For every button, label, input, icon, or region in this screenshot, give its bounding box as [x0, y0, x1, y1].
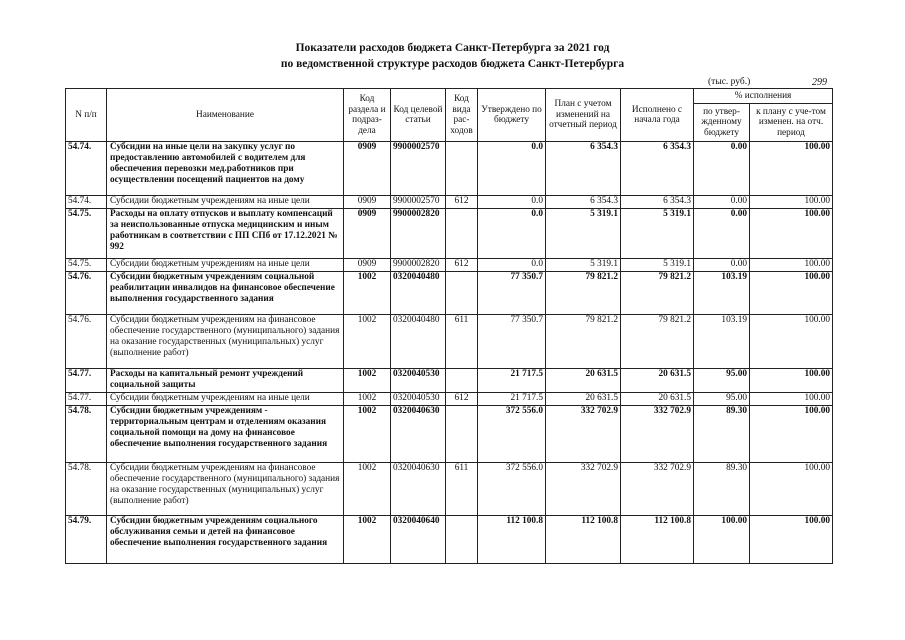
row-pct-approved: 103.19: [694, 315, 750, 369]
row-pct-plan: 100.00: [750, 259, 833, 272]
row-target-code: 9900002570: [391, 142, 446, 196]
header-pct-plan: к плану с уче-том изменен. на отч. период: [750, 104, 833, 142]
row-type-code: 612: [446, 259, 478, 272]
row-type-code: 612: [446, 196, 478, 209]
row-pct-approved: 100.00: [694, 516, 750, 564]
header-section-code: Код раздела и подраз-дела: [344, 89, 391, 142]
row-plan: 112 100.8: [546, 516, 621, 564]
row-pct-plan: 100.00: [750, 516, 833, 564]
row-pct-plan: 100.00: [750, 369, 833, 393]
row-approved: 21 717.5: [478, 393, 546, 406]
row-number: 54.76.: [66, 272, 107, 315]
header-approved: Утверждено по бюджету: [478, 89, 546, 142]
row-target-code: 9900002570: [391, 196, 446, 209]
row-target-code: 0320040640: [391, 516, 446, 564]
report-title-line-2: по ведомственной структуре расходов бюджета Санкт-Петербурга: [280, 58, 625, 70]
row-type-code: 612: [446, 393, 478, 406]
header-plan: План с учетом изменений на отчетный период: [546, 89, 621, 142]
row-type-code: [446, 209, 478, 259]
expenditure-table: [65, 88, 833, 564]
table-row: [66, 315, 833, 369]
row-name: Субсидии бюджетным учреждениям на иные цели: [107, 259, 344, 272]
row-pct-approved: 89.30: [694, 463, 750, 516]
header-name: Наименование: [107, 89, 344, 142]
row-pct-approved: 0.00: [694, 142, 750, 196]
row-pct-plan: 100.00: [750, 142, 833, 196]
row-pct-plan: 100.00: [750, 315, 833, 369]
header-executed: Исполнено с начала года: [621, 89, 694, 142]
row-number: 54.75.: [66, 259, 107, 272]
row-type-code: [446, 369, 478, 393]
row-section-code: 1002: [344, 272, 391, 315]
table-row: [66, 272, 833, 315]
table-row: [66, 463, 833, 516]
row-plan: 6 354.3: [546, 142, 621, 196]
row-section-code: 1002: [344, 463, 391, 516]
row-target-code: 9900002820: [391, 209, 446, 259]
row-approved: 77 350.7: [478, 272, 546, 315]
row-plan: 79 821.2: [546, 272, 621, 315]
row-plan: 20 631.5: [546, 369, 621, 393]
table-row: [66, 406, 833, 463]
row-executed: 6 354.3: [621, 142, 694, 196]
table-row: [66, 369, 833, 393]
row-approved: 372 556.0: [478, 463, 546, 516]
row-pct-approved: 95.00: [694, 393, 750, 406]
row-pct-approved: 89.30: [694, 406, 750, 463]
row-name: Субсидии бюджетным учреждениям - территориальным центрам и отделениям оказания социальной помощи на дому на финансовое обеспечение выполнения государственного задания: [107, 406, 344, 463]
row-pct-plan: 100.00: [750, 463, 833, 516]
table-row: [66, 516, 833, 564]
row-approved: 0.0: [478, 259, 546, 272]
row-name: Субсидии бюджетным учреждениям на иные цели: [107, 393, 344, 406]
row-pct-approved: 0.00: [694, 196, 750, 209]
row-plan: 79 821.2: [546, 315, 621, 369]
row-name: Расходы на капитальный ремонт учреждений социальной защиты: [107, 369, 344, 393]
row-type-code: 611: [446, 315, 478, 369]
row-pct-plan: 100.00: [750, 196, 833, 209]
row-section-code: 1002: [344, 369, 391, 393]
row-approved: 372 556.0: [478, 406, 546, 463]
row-number: 54.76.: [66, 315, 107, 369]
row-number: 54.75.: [66, 209, 107, 259]
row-target-code: 0320040630: [391, 406, 446, 463]
row-type-code: [446, 142, 478, 196]
row-plan: 20 631.5: [546, 393, 621, 406]
row-name: Субсидии бюджетным учреждениям социальной реабилитации инвалидов на финансовое обеспечение выполнения государственного задания: [107, 272, 344, 315]
row-plan: 5 319.1: [546, 259, 621, 272]
row-type-code: [446, 516, 478, 564]
row-name: Субсидии бюджетным учреждениям социального обслуживания семьи и детей на финансовое обеспечение выполнения государственного задания: [107, 516, 344, 564]
row-target-code: 0320040530: [391, 369, 446, 393]
row-plan: 332 702.9: [546, 463, 621, 516]
row-pct-approved: 0.00: [694, 259, 750, 272]
row-name: Субсидии бюджетным учреждениям на иные цели: [107, 196, 344, 209]
row-target-code: 0320040530: [391, 393, 446, 406]
row-target-code: 0320040630: [391, 463, 446, 516]
units-label: (тыс. руб.): [708, 77, 751, 87]
row-section-code: 1002: [344, 406, 391, 463]
row-target-code: 9900002820: [391, 259, 446, 272]
row-number: 54.77.: [66, 369, 107, 393]
row-name: Расходы на оплату отпусков и выплату компенсаций за неиспользованные отпуска медицинским и иным работникам в соответствии с ПП СПб от 17.12.2021 № 992: [107, 209, 344, 259]
row-pct-plan: 100.00: [750, 406, 833, 463]
row-section-code: 0909: [344, 209, 391, 259]
row-section-code: 1002: [344, 516, 391, 564]
row-pct-approved: 103.19: [694, 272, 750, 315]
row-approved: 77 350.7: [478, 315, 546, 369]
table-row: [66, 196, 833, 209]
page-number: 299: [812, 77, 827, 88]
row-approved: 0.0: [478, 142, 546, 196]
report-title-line-1: Показатели расходов бюджета Санкт-Петербурга за 2021 год: [295, 42, 610, 54]
row-number: 54.78.: [66, 406, 107, 463]
header-type-code: Код вида рас-ходов: [446, 89, 478, 142]
row-executed: 6 354.3: [621, 196, 694, 209]
row-plan: 5 319.1: [546, 209, 621, 259]
row-plan: 332 702.9: [546, 406, 621, 463]
row-executed: 112 100.8: [621, 516, 694, 564]
table-row: [66, 142, 833, 196]
row-approved: 0.0: [478, 196, 546, 209]
header-pct-approved: по утвер-жденному бюджету: [694, 104, 750, 142]
row-section-code: 1002: [344, 393, 391, 406]
header-target-code: Код целевой статьи: [391, 89, 446, 142]
row-approved: 112 100.8: [478, 516, 546, 564]
row-pct-approved: 95.00: [694, 369, 750, 393]
row-name: Субсидии на иные цели на закупку услуг по предоставлению автомобилей с водителем для обеспечения перевозки мед.работников при осуществлении посещений пациентов на дому: [107, 142, 344, 196]
row-target-code: 0320040480: [391, 315, 446, 369]
row-pct-approved: 0.00: [694, 209, 750, 259]
row-type-code: [446, 406, 478, 463]
table-row: [66, 259, 833, 272]
row-executed: 332 702.9: [621, 463, 694, 516]
row-target-code: 0320040480: [391, 272, 446, 315]
row-plan: 6 354.3: [546, 196, 621, 209]
row-executed: 79 821.2: [621, 272, 694, 315]
row-pct-plan: 100.00: [750, 272, 833, 315]
row-number: 54.79.: [66, 516, 107, 564]
row-executed: 5 319.1: [621, 209, 694, 259]
row-pct-plan: 100.00: [750, 393, 833, 406]
row-section-code: 0909: [344, 259, 391, 272]
table-row: [66, 209, 833, 259]
table-row: [66, 393, 833, 406]
row-executed: 20 631.5: [621, 369, 694, 393]
row-approved: 21 717.5: [478, 369, 546, 393]
row-section-code: 1002: [344, 315, 391, 369]
row-executed: 79 821.2: [621, 315, 694, 369]
header-percent: % исполнения: [694, 89, 833, 104]
row-executed: 332 702.9: [621, 406, 694, 463]
row-approved: 0.0: [478, 209, 546, 259]
row-number: 54.78.: [66, 463, 107, 516]
row-section-code: 0909: [344, 142, 391, 196]
row-section-code: 0909: [344, 196, 391, 209]
row-pct-plan: 100.00: [750, 209, 833, 259]
row-number: 54.77.: [66, 393, 107, 406]
row-name: Субсидии бюджетным учреждениям на финансовое обеспечение государственного (муниципального) задания на оказание государственных (муниципальных) услуг (выполнение работ): [107, 463, 344, 516]
row-type-code: [446, 272, 478, 315]
row-executed: 5 319.1: [621, 259, 694, 272]
row-number: 54.74.: [66, 196, 107, 209]
row-executed: 20 631.5: [621, 393, 694, 406]
row-number: 54.74.: [66, 142, 107, 196]
header-num: N п/п: [66, 89, 107, 142]
row-type-code: 611: [446, 463, 478, 516]
row-name: Субсидии бюджетным учреждениям на финансовое обеспечение государственного (муниципального) задания на оказание государственных (муниципальных) услуг (выполнение работ): [107, 315, 344, 369]
